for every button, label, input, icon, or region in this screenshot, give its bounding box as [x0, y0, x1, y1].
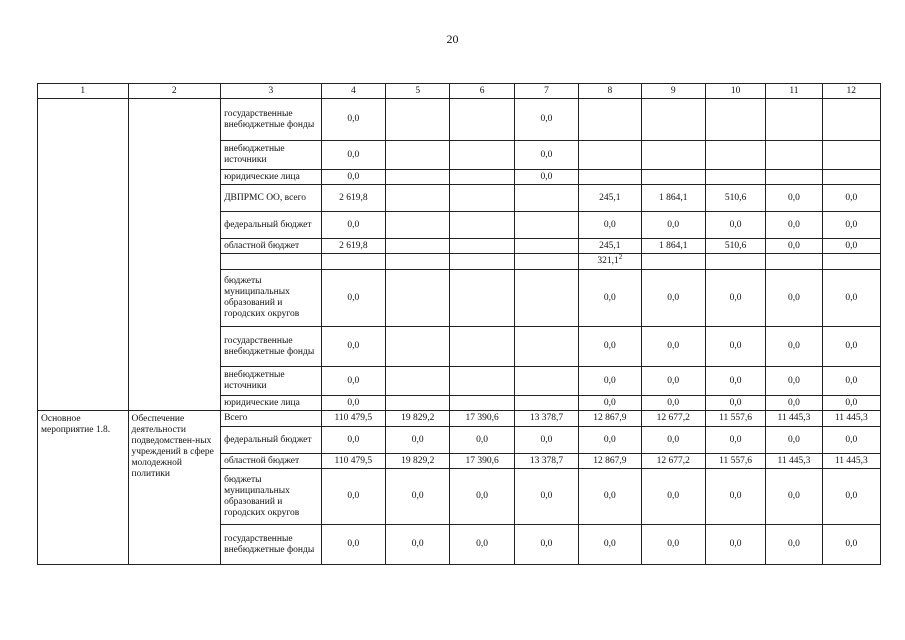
value-cell [579, 327, 641, 367]
value-text: 0,0 [603, 539, 616, 549]
value-cell [450, 327, 514, 367]
funding-source-cell: областной бюджет [221, 239, 322, 254]
funding-source-cell: бюджеты муниципальных образований и городских округов [221, 469, 322, 525]
column-number-header: 10 [705, 84, 765, 99]
value-cell [822, 396, 880, 411]
value-cell [514, 327, 578, 367]
value-cell [766, 469, 822, 525]
value-text: 0,0 [729, 539, 742, 549]
funding-source-cell: федеральный бюджет [221, 212, 322, 239]
value-cell [641, 270, 705, 327]
value-text: 0,0 [603, 341, 616, 351]
value-cell [579, 411, 641, 427]
table-row [38, 99, 881, 141]
value-cell [450, 367, 514, 396]
value-text: 2 619,8 [339, 192, 368, 203]
value-cell [514, 239, 578, 254]
value-text: 0,0 [787, 219, 800, 230]
value-cell [641, 212, 705, 239]
value-text: 0,0 [603, 397, 616, 408]
value-cell [766, 170, 822, 185]
value-cell [321, 239, 385, 254]
value-cell [450, 212, 514, 239]
value-text: 11 557,6 [719, 455, 753, 466]
value-text: 0,0 [787, 539, 800, 549]
value-cell [321, 327, 385, 367]
value-cell [579, 270, 641, 327]
value-cell [641, 185, 705, 212]
value-cell [822, 525, 880, 565]
value-text: 0,0 [347, 397, 360, 408]
value-cell [766, 525, 822, 565]
column-number-header: 2 [128, 84, 221, 99]
value-cell [766, 396, 822, 411]
value-cell [386, 239, 450, 254]
value-cell [386, 170, 450, 185]
value-text: 0,0 [787, 375, 800, 386]
value-cell [641, 254, 705, 270]
column-number-header-row [38, 84, 881, 99]
value-cell [321, 525, 385, 565]
funding-source-cell [221, 254, 322, 270]
column-number-header: 4 [321, 84, 385, 99]
value-cell [705, 427, 765, 454]
value-text: 0,0 [667, 434, 680, 445]
column-number-header: 11 [766, 84, 822, 99]
value-cell [579, 525, 641, 565]
value-text: 0,0 [411, 539, 424, 549]
value-cell [822, 185, 880, 212]
value-cell [641, 469, 705, 525]
value-cell [514, 254, 578, 270]
value-cell [579, 185, 641, 212]
value-cell [450, 396, 514, 411]
value-cell [705, 525, 765, 565]
funding-source-cell: государственные внебюджетные фонды [221, 327, 322, 367]
value-cell [386, 469, 450, 525]
value-text: 12 677,2 [656, 455, 690, 466]
value-text: 110 479,5 [334, 455, 373, 466]
value-cell [579, 170, 641, 185]
value-cell [386, 270, 450, 327]
funding-source-cell: юридические лица [221, 170, 322, 185]
column-number-header: 1 [38, 84, 129, 99]
value-text: 0,0 [347, 375, 360, 386]
value-text: 0,0 [729, 434, 742, 445]
value-cell [514, 170, 578, 185]
value-cell [705, 367, 765, 396]
value-text: 0,0 [729, 341, 742, 351]
value-text: 17 390,6 [465, 413, 499, 423]
value-cell [514, 427, 578, 454]
value-text: 0,0 [729, 292, 742, 303]
value-cell [386, 367, 450, 396]
value-text: 0,0 [347, 171, 360, 182]
value-text: 11 445,3 [834, 455, 868, 466]
value-text: 0,0 [347, 219, 360, 230]
value-text: 11 445,3 [777, 413, 811, 423]
value-text: 0,0 [845, 434, 858, 445]
value-cell [641, 170, 705, 185]
value-cell [705, 327, 765, 367]
value-cell [514, 525, 578, 565]
value-cell [514, 454, 578, 469]
value-text: 0,0 [540, 149, 553, 160]
value-text: 0,0 [729, 491, 742, 501]
value-text: 0,0 [845, 539, 858, 549]
value-cell [579, 367, 641, 396]
value-text: 0,0 [787, 434, 800, 445]
value-cell [705, 454, 765, 469]
value-cell [822, 254, 880, 270]
value-text: 0,0 [347, 434, 360, 445]
value-cell [321, 411, 385, 427]
value-cell [386, 396, 450, 411]
funding-source-cell: юридические лица [221, 396, 322, 411]
event-description-cell: Обеспечение деятельности подведомствен-ных учреждений в сфере молодежной политики [128, 411, 221, 565]
funding-source-cell: внебюджетные источники [221, 141, 322, 170]
page-number: 20 [446, 32, 459, 46]
value-text: 0,0 [347, 114, 360, 124]
value-cell [579, 212, 641, 239]
value-cell [321, 396, 385, 411]
value-cell [579, 427, 641, 454]
value-cell [705, 411, 765, 427]
value-cell [822, 469, 880, 525]
value-text: 0,0 [787, 341, 800, 351]
value-text: 0,0 [845, 341, 858, 351]
column-number-header: 7 [514, 84, 578, 99]
value-text: 0,0 [411, 491, 424, 501]
value-cell [705, 270, 765, 327]
value-text: 0,0 [729, 375, 742, 386]
value-text: 11 445,3 [834, 413, 868, 423]
value-text: 245,1 [599, 240, 621, 251]
value-text: 110 479,5 [334, 413, 373, 423]
value-cell [386, 327, 450, 367]
value-cell [321, 469, 385, 525]
value-cell [641, 411, 705, 427]
value-text: 2 619,8 [339, 240, 368, 251]
event-number-cell [38, 99, 129, 411]
value-text: 11 557,6 [719, 413, 753, 423]
table-body [38, 84, 881, 565]
table-row [38, 411, 881, 427]
value-cell [822, 427, 880, 454]
value-cell [450, 411, 514, 427]
footnote-marker: 2 [618, 253, 623, 261]
value-cell [641, 396, 705, 411]
funding-source-cell: ДВПРМС ОО, всего [221, 185, 322, 212]
value-text: 0,0 [729, 219, 742, 230]
value-cell [321, 454, 385, 469]
value-text: 0,0 [347, 539, 360, 549]
value-cell [766, 141, 822, 170]
value-text: 0,0 [476, 434, 489, 445]
value-cell [822, 170, 880, 185]
funding-source-cell: областной бюджет [221, 454, 322, 469]
value-cell [386, 411, 450, 427]
column-number-header: 9 [641, 84, 705, 99]
value-cell [514, 367, 578, 396]
value-cell [321, 170, 385, 185]
value-cell [386, 141, 450, 170]
value-cell [822, 270, 880, 327]
value-cell [386, 99, 450, 141]
value-cell [705, 141, 765, 170]
value-cell [766, 99, 822, 141]
value-text: 0,0 [540, 114, 553, 124]
value-text: 12 867,9 [593, 455, 627, 466]
value-cell [450, 239, 514, 254]
value-text: 0,0 [347, 149, 360, 160]
value-cell [641, 327, 705, 367]
value-cell [514, 212, 578, 239]
value-cell [450, 141, 514, 170]
value-text: 0,0 [540, 491, 553, 501]
value-text: 0,0 [476, 491, 489, 501]
value-text: 0,0 [787, 397, 800, 408]
value-cell [822, 327, 880, 367]
funding-source-cell: государственные внебюджетные фонды [221, 525, 322, 565]
value-cell [386, 525, 450, 565]
column-number-header: 3 [221, 84, 322, 99]
value-text: 510,6 [724, 240, 747, 251]
value-text: 0,0 [667, 292, 680, 303]
value-text: 0,0 [603, 375, 616, 386]
value-cell [450, 185, 514, 212]
value-cell [822, 99, 880, 141]
value-text: 0,0 [845, 219, 858, 230]
value-cell [514, 141, 578, 170]
value-cell [321, 367, 385, 396]
value-text: 0,0 [667, 539, 680, 549]
event-description-cell [128, 99, 221, 411]
value-cell [321, 212, 385, 239]
budget-table [37, 83, 881, 565]
value-cell [705, 396, 765, 411]
value-cell [450, 427, 514, 454]
value-text: 13 378,7 [529, 455, 564, 466]
value-cell [641, 141, 705, 170]
value-text: 245,1 [599, 192, 621, 203]
value-text: 0,0 [476, 539, 489, 549]
value-cell [321, 99, 385, 141]
value-text: 0,0 [845, 397, 858, 408]
value-text: 0,0 [347, 491, 360, 501]
value-cell [822, 239, 880, 254]
value-cell [705, 254, 765, 270]
value-text: 0,0 [845, 240, 858, 251]
value-cell [579, 469, 641, 525]
value-cell [822, 212, 880, 239]
value-cell [641, 454, 705, 469]
value-cell [321, 185, 385, 212]
column-number-header: 8 [579, 84, 641, 99]
value-cell [705, 239, 765, 254]
value-text: 0,0 [787, 240, 800, 251]
value-cell [705, 212, 765, 239]
value-cell [579, 454, 641, 469]
value-text: 0,0 [347, 292, 360, 303]
value-cell [766, 454, 822, 469]
value-text: 0,0 [603, 434, 616, 445]
value-cell [514, 270, 578, 327]
value-text: 12 867,9 [593, 413, 627, 423]
value-cell [514, 99, 578, 141]
value-text: 19 829,2 [401, 455, 435, 466]
value-cell [450, 469, 514, 525]
value-cell [450, 99, 514, 141]
funding-source-cell: внебюджетные источники [221, 367, 322, 396]
value-cell [705, 185, 765, 212]
value-cell [514, 396, 578, 411]
value-text: 0,0 [729, 397, 742, 408]
value-cell [386, 427, 450, 454]
value-text: 0,0 [667, 341, 680, 351]
value-text: 1 864,1 [658, 192, 688, 203]
value-text: 0,0 [845, 292, 858, 303]
value-text: 0,0 [845, 491, 858, 501]
value-cell [579, 396, 641, 411]
value-text: 0,0 [603, 292, 616, 303]
value-cell [822, 367, 880, 396]
value-text: 0,0 [845, 192, 858, 203]
value-text: 0,0 [603, 491, 616, 501]
value-text: 0,0 [667, 491, 680, 501]
value-cell [386, 454, 450, 469]
value-text: 0,0 [787, 192, 800, 203]
event-number-cell: Основное мероприятие 1.8. [38, 411, 129, 565]
value-cell [386, 212, 450, 239]
value-text: 0,0 [540, 434, 553, 445]
column-number-header: 5 [386, 84, 450, 99]
value-cell [579, 99, 641, 141]
value-cell [705, 170, 765, 185]
value-cell [514, 185, 578, 212]
value-cell [641, 239, 705, 254]
value-cell [450, 170, 514, 185]
value-cell [766, 270, 822, 327]
value-cell [450, 270, 514, 327]
column-number-header: 12 [822, 84, 880, 99]
value-text: 12 677,2 [656, 413, 690, 423]
funding-source-cell: федеральный бюджет [221, 427, 322, 454]
value-text: 0,0 [787, 491, 800, 501]
value-cell [579, 141, 641, 170]
value-cell [766, 427, 822, 454]
value-cell [514, 469, 578, 525]
value-text: 0,0 [603, 219, 616, 230]
value-cell [641, 427, 705, 454]
value-text: 0,0 [787, 292, 800, 303]
value-text: 0,0 [540, 171, 553, 182]
value-cell [766, 254, 822, 270]
value-cell [641, 367, 705, 396]
value-cell [705, 99, 765, 141]
value-cell [705, 469, 765, 525]
value-cell [450, 454, 514, 469]
value-text: 0,0 [540, 539, 553, 549]
value-cell [766, 327, 822, 367]
value-cell [450, 254, 514, 270]
value-cell [766, 367, 822, 396]
value-cell [766, 411, 822, 427]
value-text: 0,0 [667, 375, 680, 386]
funding-source-cell: бюджеты муниципальных образований и городских округов [221, 270, 322, 327]
value-cell [450, 525, 514, 565]
value-cell [321, 254, 385, 270]
value-cell [579, 254, 641, 270]
value-cell [766, 239, 822, 254]
value-text: 1 864,1 [658, 240, 688, 251]
column-number-header: 6 [450, 84, 514, 99]
value-cell [579, 239, 641, 254]
value-cell [386, 185, 450, 212]
value-text: 0,0 [667, 397, 680, 408]
value-cell [321, 270, 385, 327]
value-text: 0,0 [667, 219, 680, 230]
value-cell [822, 454, 880, 469]
funding-source-cell: государственные внебюджетные фонды [221, 99, 322, 141]
value-text: 19 829,2 [401, 413, 435, 423]
value-cell [321, 141, 385, 170]
value-text: 0,0 [347, 341, 360, 351]
value-cell [766, 185, 822, 212]
value-cell [766, 212, 822, 239]
value-text: 0,0 [845, 375, 858, 386]
value-text: 510,6 [724, 192, 747, 203]
value-text: 0,0 [411, 434, 424, 445]
funding-source-cell: Всего [221, 411, 322, 427]
value-text: 321,1 [597, 256, 619, 266]
value-text: 13 378,7 [529, 413, 564, 423]
value-cell [386, 254, 450, 270]
value-cell [822, 411, 880, 427]
value-text: 11 445,3 [777, 455, 811, 466]
value-cell [641, 525, 705, 565]
value-cell [514, 411, 578, 427]
value-text: 17 390,6 [465, 455, 499, 466]
value-cell [641, 99, 705, 141]
value-cell [321, 427, 385, 454]
value-cell [822, 141, 880, 170]
